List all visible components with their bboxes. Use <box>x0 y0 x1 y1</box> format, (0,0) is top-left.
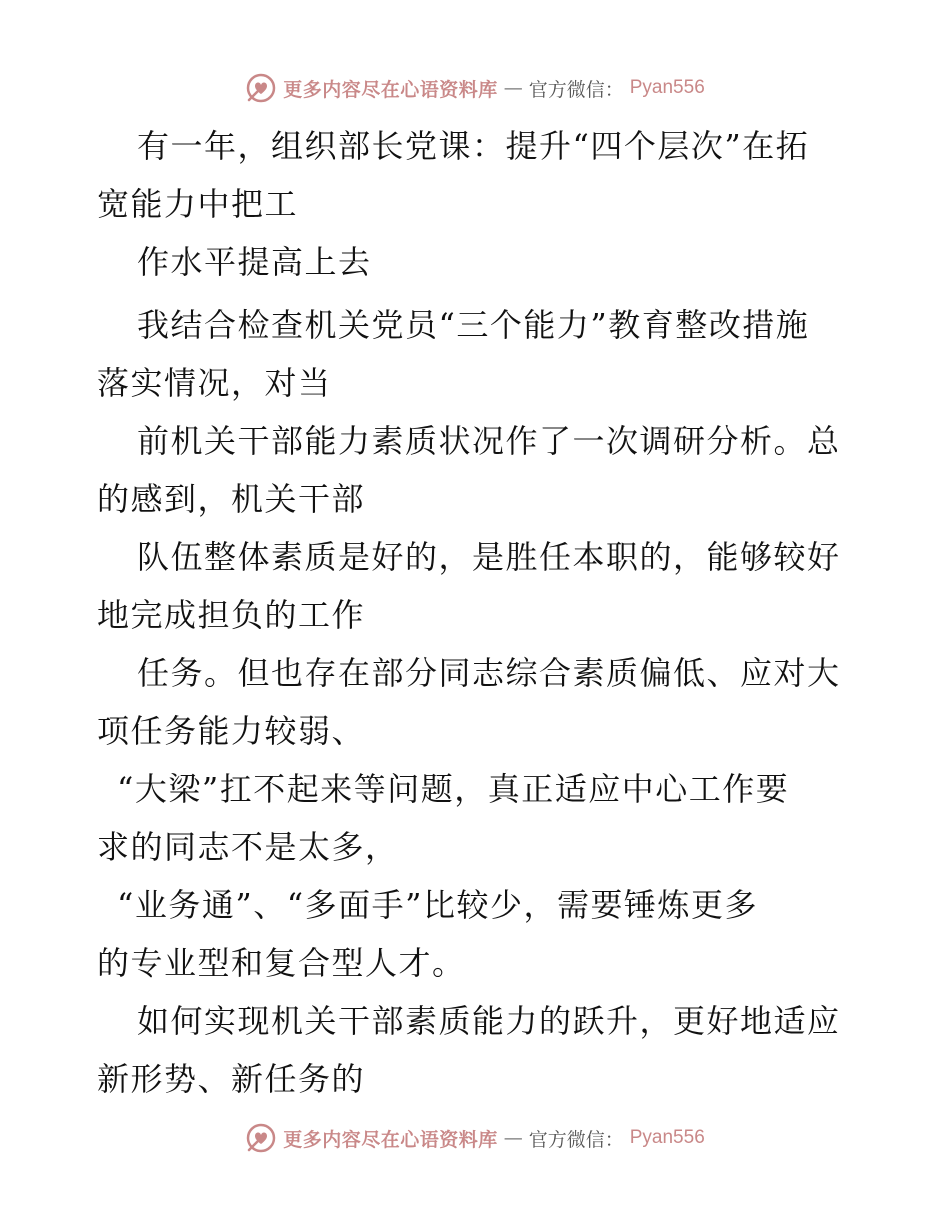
body-line: 前机关干部能力素质状况作了一次调研分析。总 <box>137 422 841 460</box>
footer-watermark <box>0 1122 950 1154</box>
body-line: 任务。但也存在部分同志综合素质偏低、应对大 <box>137 654 841 692</box>
body-line: 的专业型和复合型人才。 <box>97 944 466 982</box>
body-line: 求的同志不是太多， <box>97 828 399 866</box>
body-line: 我结合检查机关党员“三个能力”教育整改措施 <box>137 306 810 344</box>
footer-separator: — <box>503 1127 523 1149</box>
footer-site-text: 更多内容尽在心语资料库 <box>283 1128 498 1151</box>
body-line: 作水平提高上去 <box>137 243 372 281</box>
header-wechat-id: Pyan556 <box>629 77 705 98</box>
body-line: “大梁”扛不起来等问题，真正适应中心工作要 <box>117 770 790 808</box>
footer-wechat-label: 官方微信： <box>528 1128 624 1151</box>
header-wechat-label: 官方微信： <box>528 78 624 101</box>
body-line: 队伍整体素质是好的，是胜任本职的，能够较好 <box>137 538 841 576</box>
body-line: 有一年，组织部长党课：提升“四个层次”在拓 <box>137 127 810 165</box>
header-site-text: 更多内容尽在心语资料库 <box>283 78 498 101</box>
body-line: 新形势、新任务的 <box>97 1060 366 1098</box>
footer-wechat-id: Pyan556 <box>629 1127 705 1148</box>
body-line: “业务通”、“多面手”比较少，需要锤炼更多 <box>117 886 758 924</box>
body-line: 宽能力中把工 <box>97 185 299 223</box>
header-watermark <box>0 72 950 104</box>
pen-heart-logo-icon <box>245 1122 277 1154</box>
header-separator: — <box>503 77 523 99</box>
body-line: 落实情况，对当 <box>97 364 332 402</box>
body-line: 的感到，机关干部 <box>97 480 366 518</box>
body-line: 地完成担负的工作 <box>97 596 366 634</box>
pen-heart-logo-icon <box>245 72 277 104</box>
body-line: 如何实现机关干部素质能力的跃升，更好地适应 <box>137 1002 841 1040</box>
body-line: 项任务能力较弱、 <box>97 712 366 750</box>
